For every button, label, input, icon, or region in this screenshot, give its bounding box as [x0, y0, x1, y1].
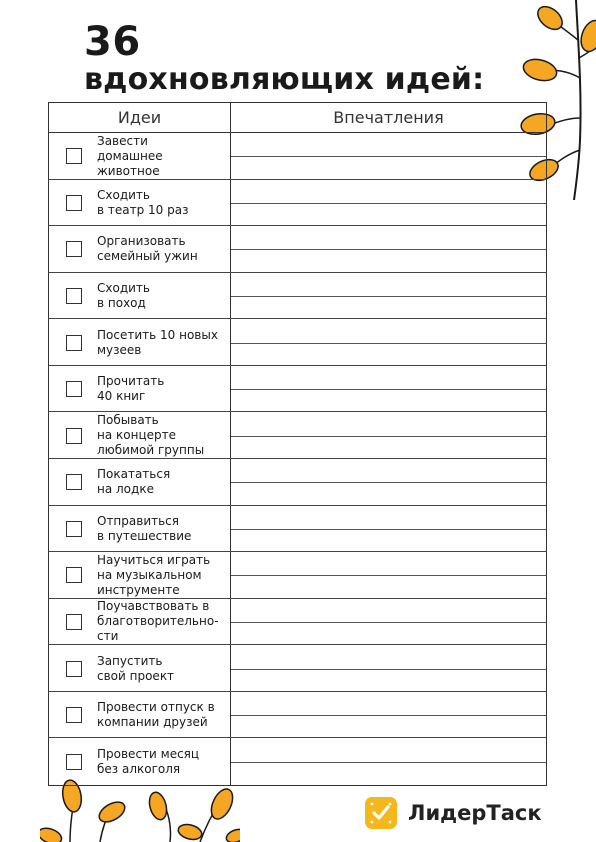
impression-write-line[interactable] [231, 436, 546, 437]
impression-write-line[interactable] [231, 203, 546, 204]
idea-text: Провести месяц без алкоголя [97, 746, 200, 776]
idea-text: Научиться играть на музыкальном инструменте [97, 552, 211, 597]
idea-text: Провести отпуск в компании друзей [97, 700, 215, 730]
idea-text: Побывать на концерте любимой группы [97, 413, 205, 458]
checkmark-logo-icon [364, 796, 398, 830]
table-row [49, 692, 546, 739]
idea-checkbox[interactable] [66, 614, 82, 630]
table-row [49, 319, 546, 366]
table-row [49, 645, 546, 692]
idea-checkbox[interactable] [66, 754, 82, 770]
idea-checkbox[interactable] [66, 241, 82, 257]
idea-text: Завести домашнее животное [97, 133, 163, 178]
idea-text: Запустить свой проект [97, 653, 175, 683]
table-row [49, 226, 546, 273]
impression-write-line[interactable] [231, 669, 546, 670]
impression-write-line[interactable] [231, 249, 546, 250]
idea-checkbox[interactable] [66, 148, 82, 164]
table-header [49, 103, 546, 133]
idea-checkbox[interactable] [66, 288, 82, 304]
table-row [49, 412, 546, 459]
table-row [49, 738, 546, 785]
idea-text: Отправиться в путешествие [97, 513, 192, 543]
idea-checkbox[interactable] [66, 707, 82, 723]
impression-write-line[interactable] [231, 482, 546, 483]
brand-name: ЛидерТаск [408, 801, 542, 825]
impression-write-line[interactable] [231, 343, 546, 344]
idea-checkbox[interactable] [66, 474, 82, 490]
idea-text: Организовать семейный ужин [97, 234, 198, 264]
idea-checkbox[interactable] [66, 195, 82, 211]
impression-write-line[interactable] [231, 156, 546, 157]
impression-write-line[interactable] [231, 296, 546, 297]
table-row [49, 599, 546, 646]
idea-checkbox[interactable] [66, 567, 82, 583]
table-row [49, 273, 546, 320]
title-number: 36 [84, 19, 141, 65]
table-row [49, 180, 546, 227]
impression-write-line[interactable] [231, 529, 546, 530]
idea-text: Сходить в театр 10 раз [97, 187, 189, 217]
idea-text: Посетить 10 новых музеев [97, 327, 218, 357]
idea-text: Прочитать 40 книг [97, 374, 165, 404]
impression-write-line[interactable] [231, 389, 546, 390]
page-title: вдохновляющих идей: [84, 62, 485, 97]
table-row [49, 133, 546, 180]
impression-write-line[interactable] [231, 715, 546, 716]
idea-checkbox[interactable] [66, 661, 82, 677]
impression-write-line[interactable] [231, 622, 546, 623]
idea-checkbox[interactable] [66, 335, 82, 351]
table-row [49, 366, 546, 413]
table-row [49, 459, 546, 506]
table-row [49, 506, 546, 553]
idea-text: Покататься на лодке [97, 467, 171, 497]
table-row [49, 552, 546, 599]
idea-text: Поучавствовать в благотворительно- сти [97, 599, 219, 644]
impression-write-line[interactable] [231, 762, 546, 763]
ideas-table [48, 102, 547, 786]
header-ideas: Идеи [117, 108, 162, 127]
impression-write-line[interactable] [231, 575, 546, 576]
header-impressions: Впечатления [333, 108, 444, 127]
idea-checkbox[interactable] [66, 381, 82, 397]
idea-checkbox[interactable] [66, 428, 82, 444]
idea-checkbox[interactable] [66, 521, 82, 537]
idea-text: Сходить в поход [97, 280, 150, 310]
